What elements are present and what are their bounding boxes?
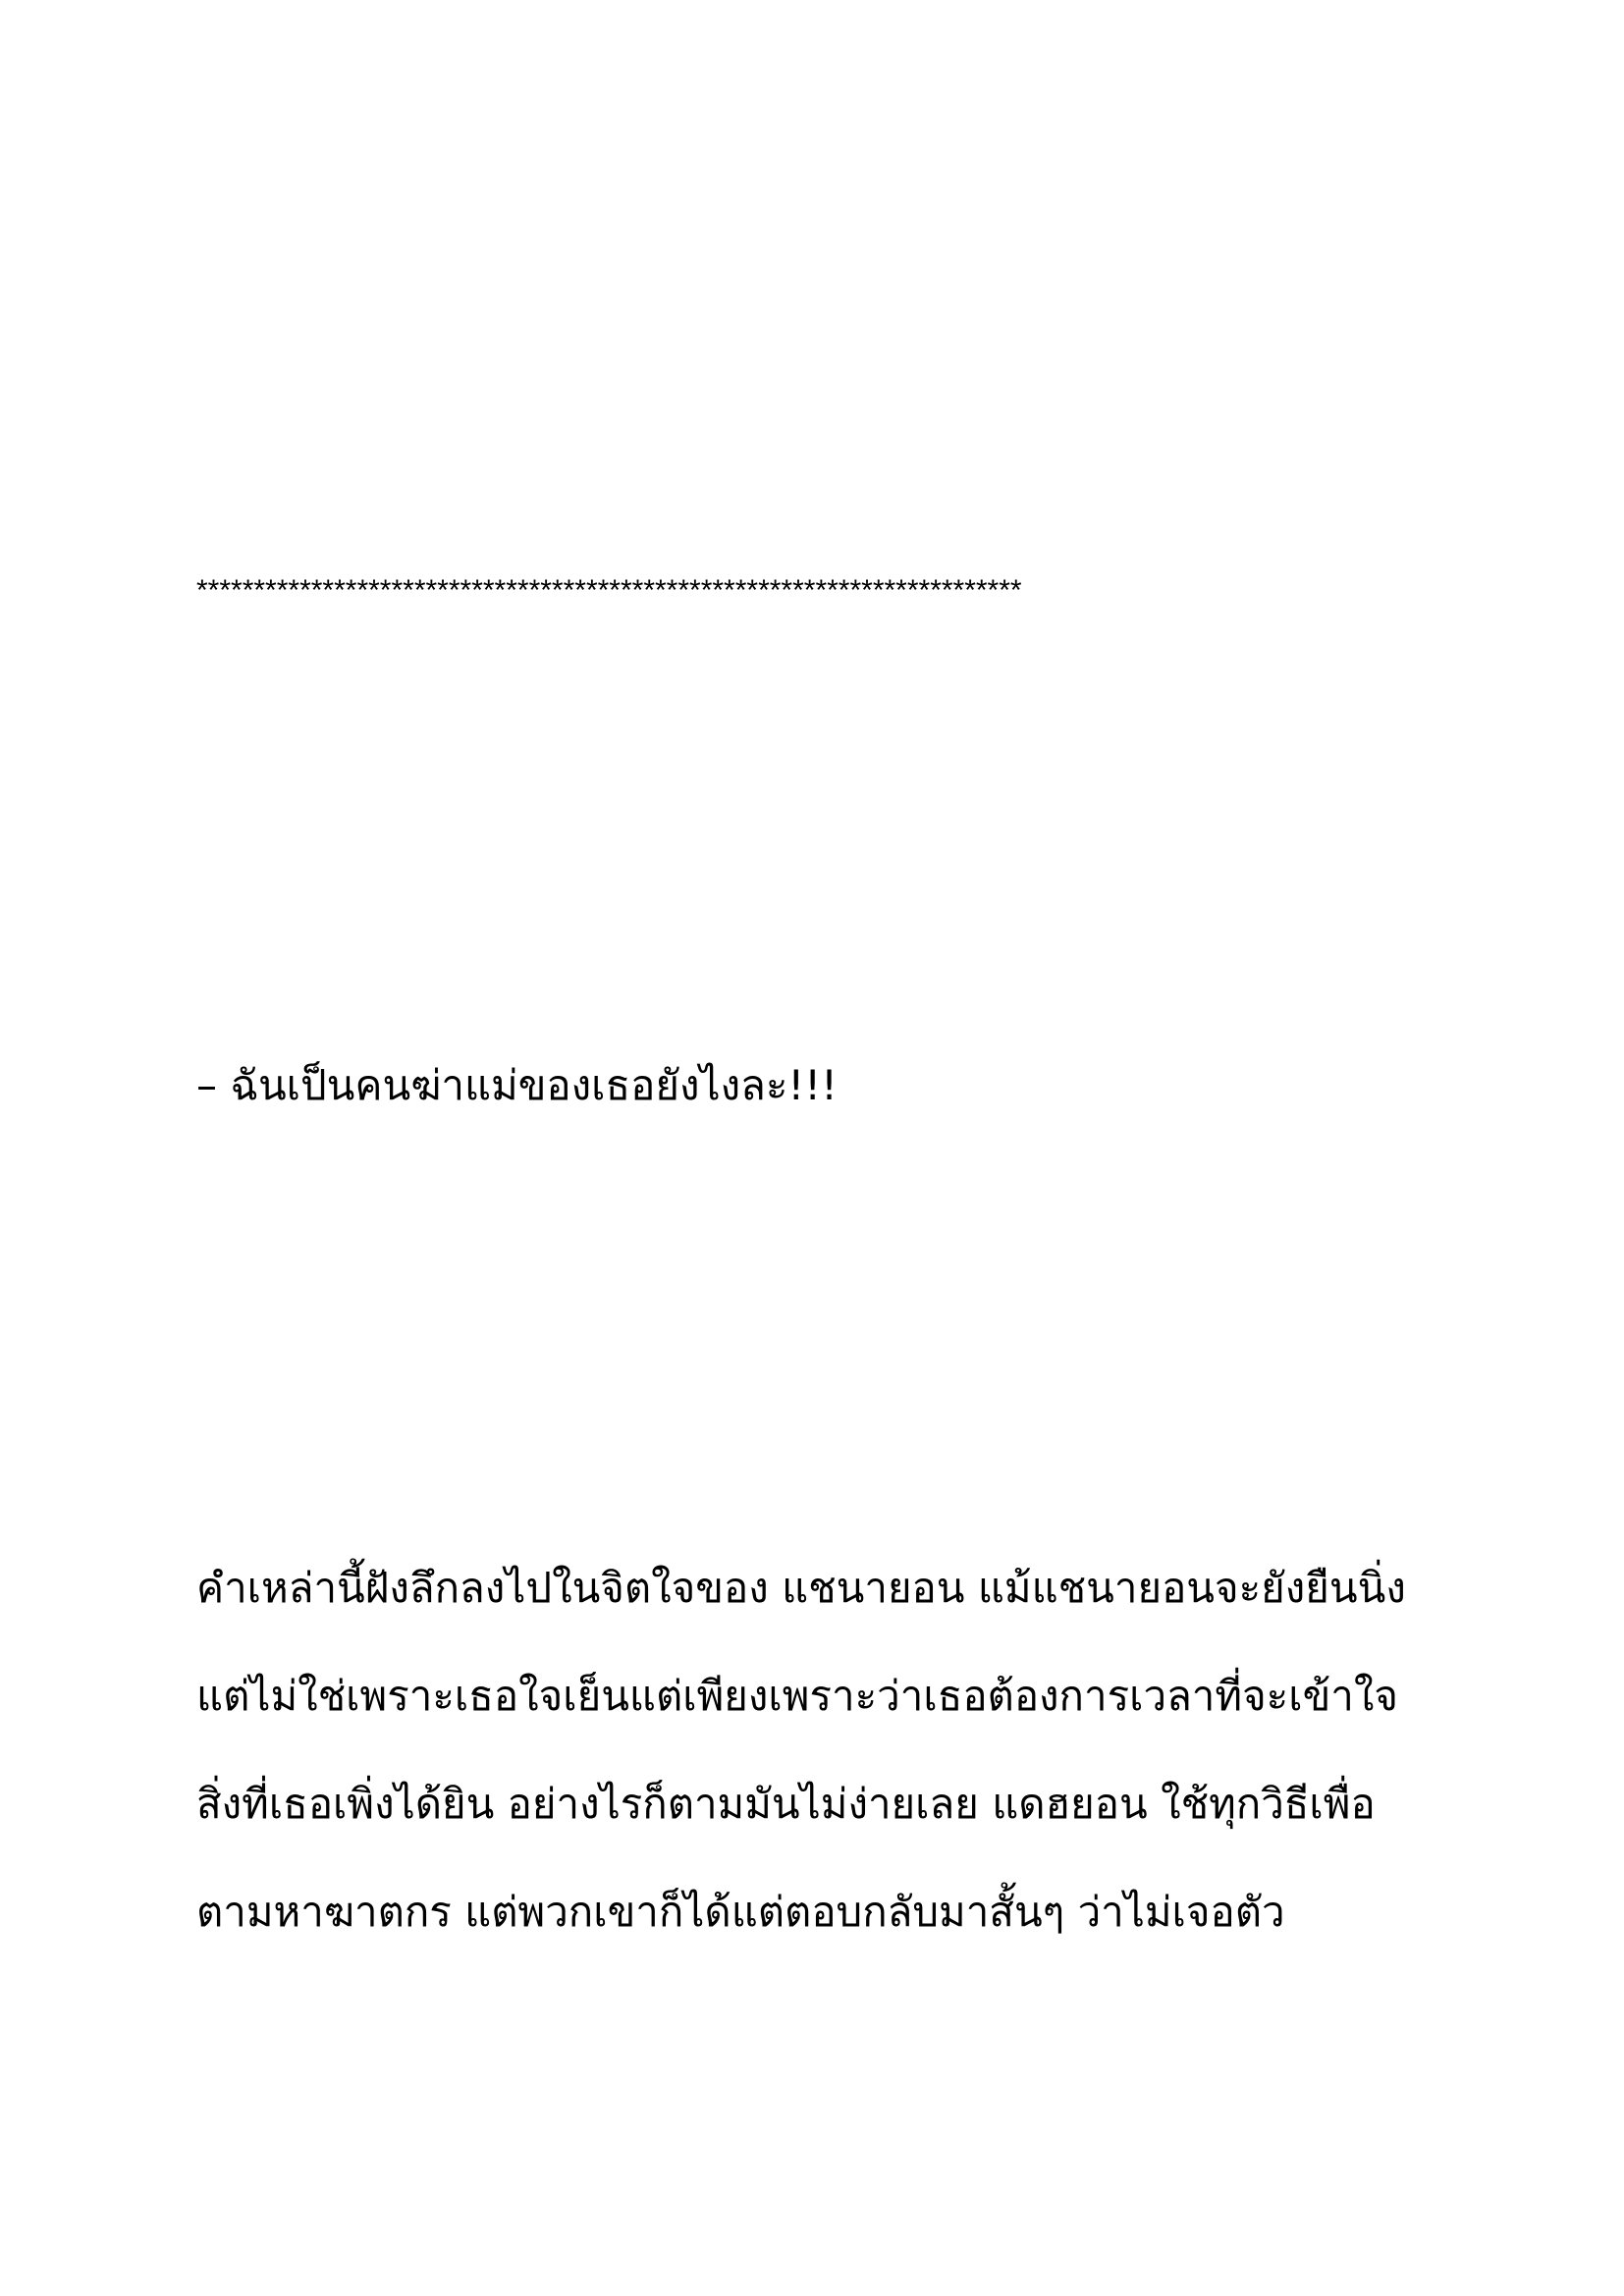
paragraph-line: คำเหล่านี้ฝังลึกลงไปในจิตใจของ แชนายอน แม้แชนายอนจะยังยืนนิ่ง: [196, 1564, 1406, 1612]
paragraph-line: แต่ไม่ใช่เพราะเธอใจเย็นแต่เพียงเพราะว่าเธอต้องการเวลาที่จะเข้าใจ: [196, 1672, 1399, 1720]
dialogue-quote: – ฉันเป็นคนฆ่าแม่ของเธอยังไงละ!!!: [196, 1061, 838, 1109]
paragraph-line: ตามหาฆาตกร แต่พวกเขาก็ได้แต่ตอบกลับมาสั้นๆ ว่าไม่เจอตัว: [196, 1888, 1285, 1936]
body-paragraph: [196, 1534, 1443, 1966]
section-separator: ************************************************************************: [196, 574, 1022, 607]
paragraph-line: สิ่งที่เธอเพิ่งได้ยิน อย่างไรก็ตามมันไม่ง่ายเลย แดฮยอน ใช้ทุกวิธีเพื่อ: [196, 1780, 1376, 1828]
